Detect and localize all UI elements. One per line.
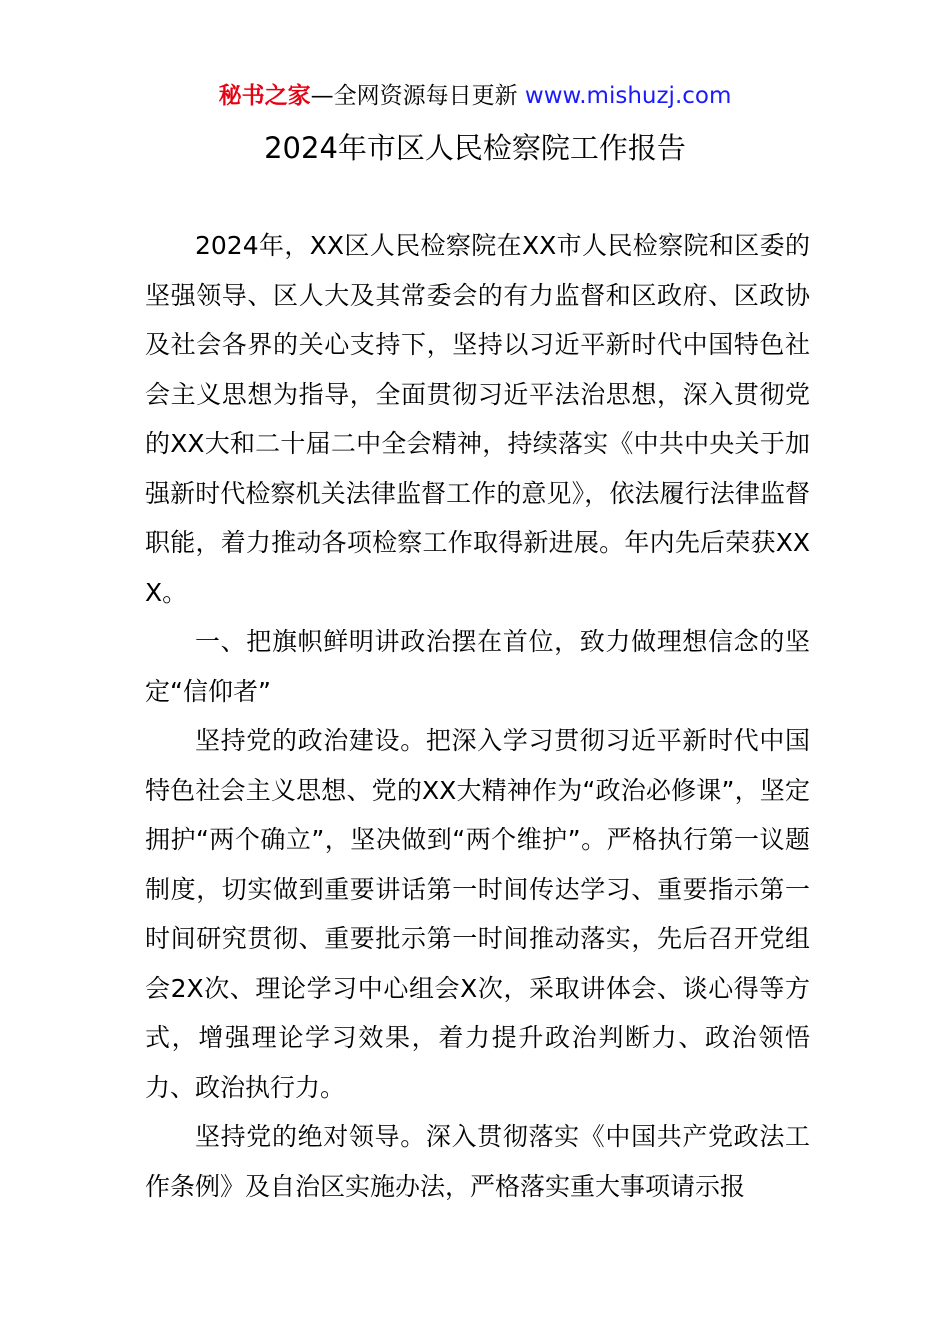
body-paragraph-party-leadership: 坚持党的绝对领导。深入贯彻落实《中国共产党政法工作条例》及自治区实施办法，严格落实重大事项请示报	[145, 1122, 810, 1201]
site-watermark-header	[0, 80, 950, 112]
body-paragraph-political-building: 坚持党的政治建设。把深入学习贯彻习近平新时代中国特色社会主义思想、党的XX大精神作为“政治必修课”，坚定拥护“两个确立”，坚决做到“两个维护”。严格执行第一议题制度，切实做到重要讲话第一时间传达学习、重要指示第一时间研究贯彻、重要批示第一时间推动落实，先后召开党组会2X次、理论学习中心组会X次，采取讲体会、谈心得等方式，增强理论学习效果，着力提升政治判断力、政治领悟力、政治执行力。	[145, 726, 810, 1102]
document-title: 2024年市区人民检察院工作报告	[264, 131, 686, 165]
section-heading-1: 一、把旗帜鲜明讲政治摆在首位，致力做理想信念的坚定“信仰者”	[145, 627, 810, 706]
site-url-link[interactable]: www.mishuzj.com	[524, 83, 732, 109]
site-brand: 秘书之家	[218, 83, 311, 109]
document-body	[145, 221, 810, 1211]
intro-paragraph: 2024年，XX区人民检察院在XX市人民检察院和区委的坚强领导、区人大及其常委会的有力监督和区政府、区政协及社会各界的关心支持下，坚持以习近平新时代中国特色社会主义思想为指导，全面贯彻习近平法治思想，深入贯彻党的XX大和二十届二中全会精神，持续落实《中共中央关于加强新时代检察机关法律监督工作的意见》，依法履行法律监督职能，着力推动各项检察工作取得新进展。年内先后荣获XXX。	[145, 231, 810, 607]
site-tagline: —全网资源每日更新	[310, 83, 525, 109]
